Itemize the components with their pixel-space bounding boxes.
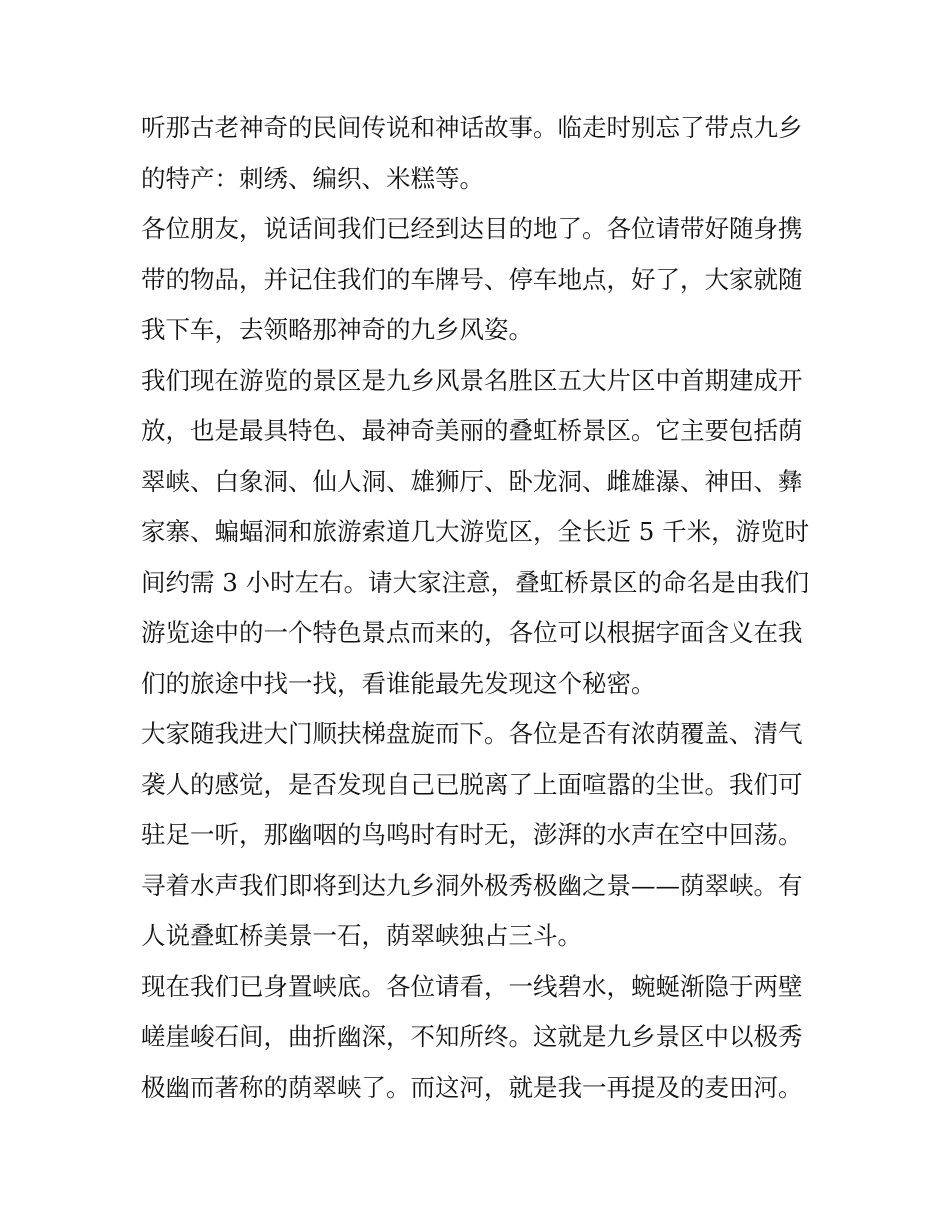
text-line-3: 各位朋友，说话间我们已经到达目的地了。各位请带好随身携: [141, 214, 803, 243]
text-line-6: 我们现在游览的景区是九乡风景名胜区五大片区中首期建成开: [141, 365, 803, 395]
text-line-13: 大家随我进大门顺扶梯盘旋而下。各位是否有浓荫覆盖、清气: [141, 719, 803, 748]
text-line-8: 翠峡、白象洞、仙人洞、雄狮厅、卧龙洞、雌雄瀑、神田、彝: [141, 466, 803, 496]
text-line-14: 袭人的感觉，是否发现自己已脱离了上面喧嚣的尘世。我们可: [141, 769, 803, 799]
text-line-2: 的特产：刺绣、编织、米糕等。: [141, 163, 484, 193]
text-line-16: 寻着水声我们即将到达九乡洞外极秀极幽之景——荫翠峡。有: [141, 870, 803, 900]
text-line-9: 家寨、蝙蝠洞和旅游索道几大游览区，全长近 5 千米，游览时: [141, 517, 810, 546]
text-line-15: 驻足一听，那幽咽的鸟鸣时有时无，澎湃的水声在空中回荡。: [141, 820, 803, 849]
text-line-17: 人说叠虹桥美景一石，荫翠峡独占三斗。: [141, 921, 582, 950]
text-line-4: 带的物品，并记住我们的车牌号、停车地点，好了，大家就随: [141, 264, 803, 294]
text-line-11: 游览途中的一个特色景点而来的，各位可以根据字面含义在我: [141, 618, 803, 647]
body-text: [141, 103, 821, 1113]
text-line-19: 嵯崖峻石间，曲折幽深，不知所终。这就是九乡景区中以极秀: [141, 1022, 803, 1051]
text-line-12: 们的旅途中找一找，看谁能最先发现这个秘密。: [141, 668, 656, 698]
text-line-7: 放，也是最具特色、最神奇美丽的叠虹桥景区。它主要包括荫: [141, 416, 803, 445]
text-line-10: 间约需 3 小时左右。请大家注意，叠虹桥景区的命名是由我们: [141, 567, 810, 597]
text-line-18: 现在我们已身置峡底。各位请看，一线碧水，蜿蜒渐隐于两壁: [141, 971, 803, 1001]
text-line-1: 听那古老神奇的民间传说和神话故事。临走时别忘了带点九乡: [141, 113, 803, 142]
text-line-20: 极幽而著称的荫翠峡了。而这河，就是我一再提及的麦田河。: [141, 1072, 803, 1102]
text-line-5: 我下车，去领略那神奇的九乡风姿。: [141, 315, 533, 344]
